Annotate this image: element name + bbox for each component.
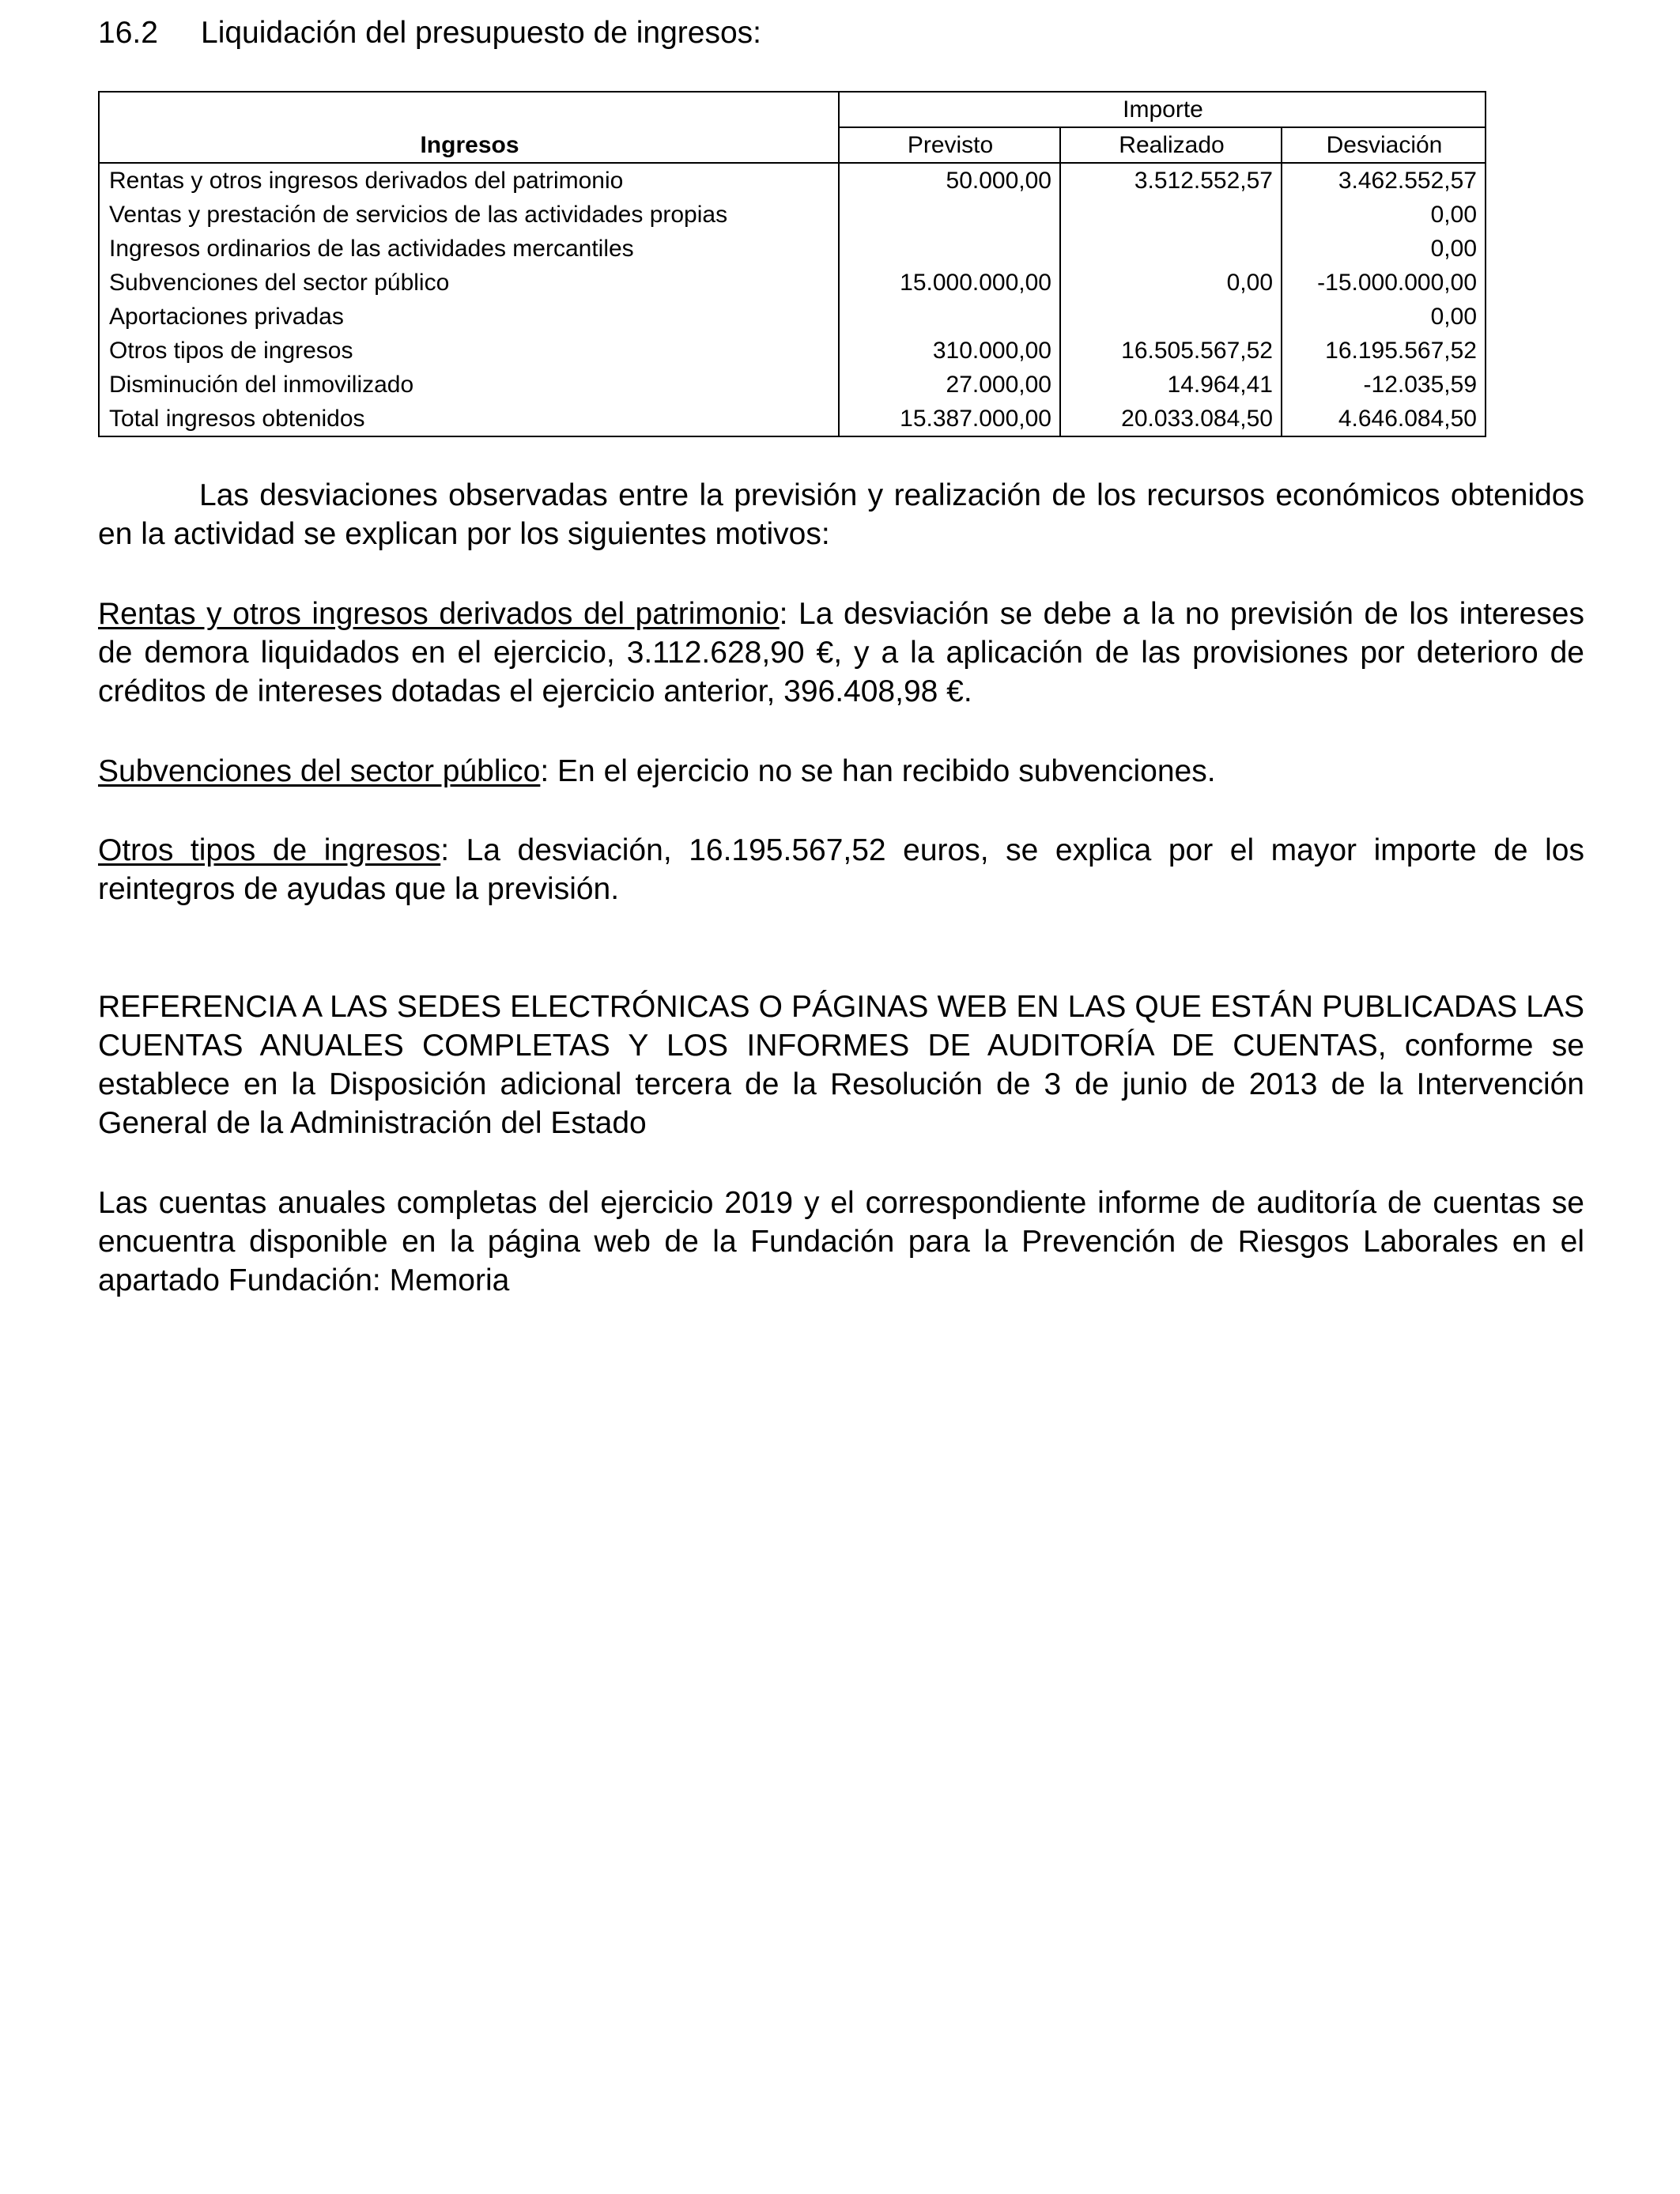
cell-previsto: 50.000,00: [839, 163, 1060, 198]
row-label: Rentas y otros ingresos derivados del patrimonio: [99, 163, 839, 198]
cell-previsto: [839, 300, 1060, 334]
cell-desviacion: 0,00: [1282, 300, 1486, 334]
section-number: 16.2: [98, 16, 158, 50]
row-label: Subvenciones del sector público: [99, 266, 839, 300]
otros-paragraph: [98, 831, 1584, 908]
cell-realizado: [1060, 232, 1282, 266]
header-desviacion: Desviación: [1282, 127, 1486, 163]
table-row: [99, 300, 1486, 334]
cell-previsto: 15.000.000,00: [839, 266, 1060, 300]
header-realizado: Realizado: [1060, 127, 1282, 163]
subvenciones-text: : En el ejercicio no se han recibido subvenciones.: [540, 754, 1216, 788]
cell-previsto: 310.000,00: [839, 334, 1060, 368]
subvenciones-heading: Subvenciones del sector público: [98, 754, 541, 788]
rentas-text: : La desviación se debe a la no previsión de los intereses de demora liquidados en el ejercicio, 3.112.628,90 €, y a la aplicación de las provisiones por deterioro de créditos de intereses dotadas el ejercicio anterior, 396.408,98 €.: [98, 597, 1584, 708]
cell-realizado: 0,00: [1060, 266, 1282, 300]
row-label: Total ingresos obtenidos: [99, 402, 839, 436]
cell-realizado: 16.505.567,52: [1060, 334, 1282, 368]
cell-realizado: 3.512.552,57: [1060, 163, 1282, 198]
cell-desviacion: 3.462.552,57: [1282, 163, 1486, 198]
row-label: Disminución del inmovilizado: [99, 368, 839, 402]
header-ingresos: Ingresos: [99, 92, 839, 163]
cell-realizado: [1060, 198, 1282, 232]
otros-text: : La desviación, 16.195.567,52 euros, se explica por el mayor importe de los reintegros de ayudas que la previsión.: [98, 833, 1584, 906]
otros-heading: Otros tipos de ingresos: [98, 833, 441, 867]
cell-desviacion: -15.000.000,00: [1282, 266, 1486, 300]
table-row: [99, 266, 1486, 300]
table-row: [99, 198, 1486, 232]
income-budget-table: [98, 91, 1486, 437]
cell-previsto: 15.387.000,00: [839, 402, 1060, 436]
cell-desviacion: 4.646.084,50: [1282, 402, 1486, 436]
header-importe: Importe: [839, 92, 1486, 127]
cell-realizado: 14.964,41: [1060, 368, 1282, 402]
rentas-paragraph: [98, 595, 1584, 711]
cuentas-paragraph: Las cuentas anuales completas del ejercicio 2019 y el correspondiente informe de auditoría de cuentas se encuentra disponible en la página web de la Fundación para la Prevención de Riesgos Laborales en el apartado Fundación: Memoria: [98, 1186, 1584, 1297]
cell-realizado: 20.033.084,50: [1060, 402, 1282, 436]
cell-desviacion: 0,00: [1282, 232, 1486, 266]
rentas-heading: Rentas y otros ingresos derivados del patrimonio: [98, 597, 780, 631]
table-row: [99, 368, 1486, 402]
row-label: Ventas y prestación de servicios de las actividades propias: [99, 198, 839, 232]
intro-paragraph: Las desviaciones observadas entre la previsión y realización de los recursos económicos obtenidos en la actividad se explican por los siguientes motivos:: [98, 478, 1584, 551]
table-row: [99, 163, 1486, 198]
section-heading: [98, 11, 761, 55]
cell-desviacion: 16.195.567,52: [1282, 334, 1486, 368]
row-label: Ingresos ordinarios de las actividades mercantiles: [99, 232, 839, 266]
cell-previsto: [839, 198, 1060, 232]
table-row: [99, 232, 1486, 266]
cell-previsto: [839, 232, 1060, 266]
cell-previsto: 27.000,00: [839, 368, 1060, 402]
header-previsto: Previsto: [839, 127, 1060, 163]
table-row: [99, 334, 1486, 368]
subvenciones-paragraph: [98, 752, 1584, 791]
row-label: Otros tipos de ingresos: [99, 334, 839, 368]
row-label: Aportaciones privadas: [99, 300, 839, 334]
cell-realizado: [1060, 300, 1282, 334]
cell-desviacion: 0,00: [1282, 198, 1486, 232]
referencia-paragraph: REFERENCIA A LAS SEDES ELECTRÓNICAS O PÁGINAS WEB EN LAS QUE ESTÁN PUBLICADAS LAS CUENTAS ANUALES COMPLETAS Y LOS INFORMES DE AUDITORÍA DE CUENTAS, conforme se establece en la Disposición adicional tercera de la Resolución de 3 de junio de 2013 de la Intervención General de la Administración del Estado: [98, 990, 1584, 1140]
cell-desviacion: -12.035,59: [1282, 368, 1486, 402]
table-row-total: [99, 402, 1486, 436]
section-title: Liquidación del presupuesto de ingresos:: [201, 16, 761, 50]
